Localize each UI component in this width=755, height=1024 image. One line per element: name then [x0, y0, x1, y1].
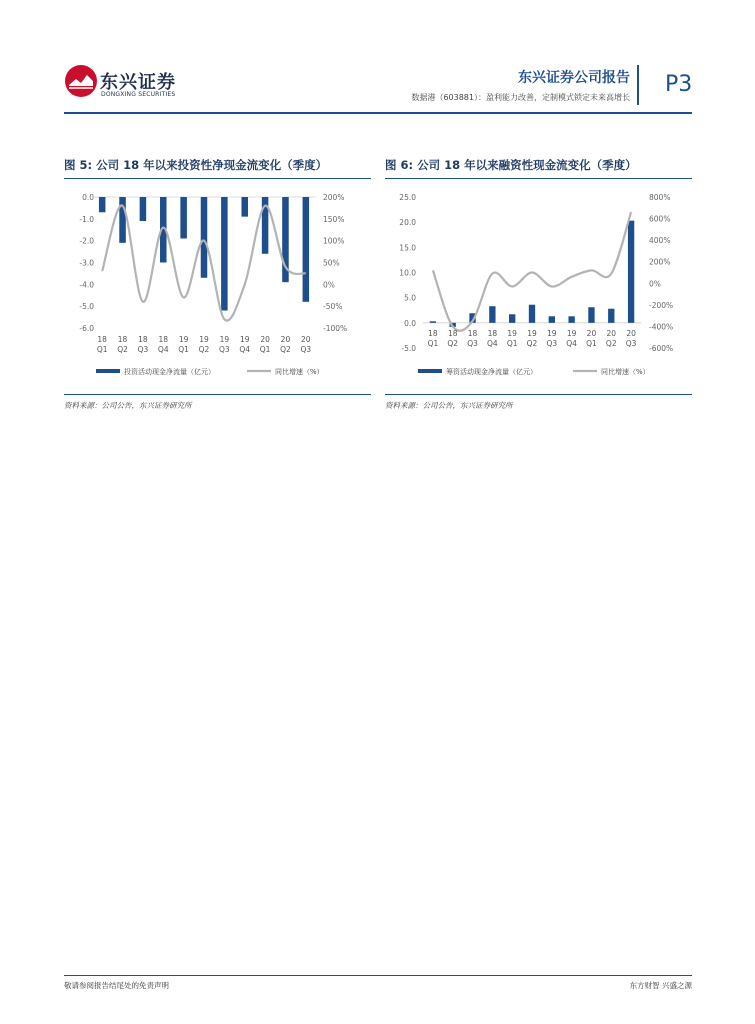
fig5-legend-line-label: 同比增速（%） — [275, 368, 324, 376]
fig6-x-tick-quarter: Q3 — [467, 339, 478, 348]
fig5-bar — [201, 197, 208, 278]
figure5-title-rule — [64, 178, 371, 179]
fig6-x-tick-year: 19 — [527, 329, 537, 338]
fig5-x-tick-quarter: Q1 — [96, 345, 108, 354]
fig6-x-tick-year: 18 — [487, 329, 498, 338]
fig5-x-tick-quarter: Q4 — [239, 345, 251, 354]
fig5-x-tick-year: 20 — [280, 335, 291, 344]
figure6-source: 资料来源：公司公告，东兴证券研究所 — [385, 401, 513, 410]
fig5-x-tick-quarter: Q4 — [157, 345, 169, 354]
fig5-x-tick-quarter: Q3 — [219, 345, 230, 354]
fig6-x-tick-quarter: Q4 — [487, 339, 498, 348]
fig5-bar — [221, 197, 228, 311]
fig5-bar — [180, 197, 187, 238]
figure6-title-rule — [385, 178, 692, 179]
fig6-y-right-tick: 0% — [649, 279, 661, 289]
fig5-y-left-tick: -3.0 — [79, 258, 94, 268]
figure5-title: 图 5: 公司 18 年以来投资性净现金流变化（季度） — [64, 158, 328, 172]
fig5-y-left-tick: -2.0 — [79, 236, 94, 246]
fig6-x-tick-year: 18 — [428, 329, 438, 338]
fig6-bar — [489, 306, 495, 323]
fig6-x-tick-year: 19 — [507, 329, 517, 338]
fig6-y-right-tick: 200% — [649, 257, 671, 267]
fig6-x-tick-quarter: Q2 — [605, 339, 617, 348]
figure6-title: 图 6: 公司 18 年以来融资性现金流变化（季度） — [385, 158, 637, 172]
logo-english: DONGXING SECURITIES — [101, 91, 176, 98]
fig5-y-right-tick: -50% — [323, 302, 343, 312]
fig5-x-tick-quarter: Q2 — [198, 345, 210, 354]
report-subtitle: 数据港（603881）：盈利能力改善，定制模式锁定未来高增长 — [411, 93, 630, 102]
fig5-x-tick-quarter: Q2 — [280, 345, 291, 354]
footer-slogan: 东方财智 兴盛之源 — [629, 981, 692, 990]
fig5-x-tick-year: 18 — [97, 335, 107, 344]
fig6-y-left-tick: 15.0 — [399, 243, 416, 253]
fig6-bar — [628, 221, 634, 323]
fig6-x-tick-quarter: Q4 — [566, 339, 577, 348]
fig5-y-left-tick: -1.0 — [79, 214, 94, 224]
fig6-y-left-tick: -5.0 — [401, 344, 416, 353]
fig6-y-left-tick: 0.0 — [404, 318, 416, 328]
fig6-x-tick-quarter: Q1 — [586, 339, 597, 348]
fig6-x-tick-year: 18 — [447, 329, 458, 338]
header-rule — [64, 112, 692, 114]
company-logo — [64, 64, 184, 104]
report-title: 东兴证券公司报告 — [518, 70, 630, 86]
fig5-x-tick-year: 19 — [239, 335, 250, 344]
fig5-bar — [241, 197, 248, 217]
fig6-legend-bar-swatch — [418, 369, 442, 373]
fig6-y-right-tick: 800% — [649, 193, 671, 202]
fig6-y-left-tick: 25.0 — [399, 193, 416, 202]
logo-mark-icon — [64, 64, 98, 98]
fig6-bar — [549, 316, 555, 323]
fig6-bar — [568, 316, 574, 323]
fig5-y-left-tick: 0.0 — [82, 193, 94, 202]
fig5-x-tick-quarter: Q1 — [259, 345, 271, 354]
figure5-chart — [64, 182, 371, 382]
fig6-x-tick-year: 19 — [547, 329, 557, 338]
fig5-x-tick-quarter: Q2 — [117, 345, 128, 354]
fig5-y-right-tick: 0% — [323, 280, 335, 290]
fig6-y-right-tick: -600% — [649, 344, 674, 353]
fig6-bar — [588, 307, 594, 323]
fig6-x-tick-quarter: Q2 — [447, 339, 459, 348]
fig6-x-tick-quarter: Q3 — [625, 339, 637, 348]
fig5-y-right-tick: 200% — [323, 193, 345, 202]
fig6-x-tick-year: 19 — [566, 329, 577, 338]
page-number: P3 — [665, 72, 693, 97]
fig5-x-tick-quarter: Q3 — [137, 345, 149, 354]
fig6-bar — [430, 321, 436, 323]
fig6-x-tick-quarter: Q1 — [506, 339, 518, 348]
footer-rule — [64, 975, 692, 976]
fig6-y-left-tick: 20.0 — [399, 218, 416, 228]
fig6-y-left-tick: 10.0 — [399, 268, 416, 278]
fig6-bar — [509, 314, 515, 323]
fig5-x-tick-year: 19 — [219, 335, 230, 344]
fig5-bar — [140, 197, 147, 221]
fig6-y-right-tick: -200% — [649, 300, 674, 310]
fig6-x-tick-quarter: Q2 — [526, 339, 538, 348]
figure5-source: 资料来源：公司公告，东兴证券研究所 — [64, 401, 192, 410]
fig6-x-tick-year: 20 — [586, 329, 597, 338]
fig6-x-tick-year: 20 — [626, 329, 636, 338]
fig5-y-left-tick: -6.0 — [79, 324, 94, 333]
fig6-bar — [529, 305, 535, 323]
fig5-x-tick-year: 18 — [158, 335, 169, 344]
figure5-source-rule — [64, 394, 371, 395]
header-divider — [637, 65, 639, 105]
fig5-x-tick-year: 18 — [117, 335, 128, 344]
fig5-x-tick-year: 20 — [301, 335, 311, 344]
fig5-y-right-tick: 100% — [323, 236, 345, 246]
fig5-x-tick-year: 18 — [138, 335, 148, 344]
fig5-x-tick-year: 19 — [178, 335, 189, 344]
footer-disclaimer: 敬请参阅报告结尾处的免责声明 — [64, 981, 169, 990]
fig6-x-tick-quarter: Q1 — [427, 339, 439, 348]
fig6-y-right-tick: -400% — [649, 322, 674, 332]
fig5-x-tick-quarter: Q1 — [178, 345, 189, 354]
fig5-x-tick-quarter: Q3 — [300, 345, 312, 354]
fig6-x-tick-year: 20 — [606, 329, 617, 338]
figure6-source-rule — [385, 394, 692, 395]
fig6-legend-bar-label: 筹资活动现金净流量（亿元） — [446, 368, 537, 376]
fig5-y-right-tick: 150% — [323, 214, 345, 224]
figure6-chart — [385, 182, 692, 382]
fig5-y-left-tick: -4.0 — [79, 280, 94, 290]
fig5-x-tick-year: 20 — [260, 335, 270, 344]
fig5-x-tick-year: 19 — [199, 335, 209, 344]
fig6-y-right-tick: 600% — [649, 214, 671, 224]
fig6-legend-line-label: 同比增速（%） — [601, 368, 650, 376]
fig6-bar — [608, 309, 614, 323]
fig5-legend-bar-swatch — [96, 369, 120, 373]
fig6-y-right-tick: 400% — [649, 236, 671, 246]
fig6-x-tick-year: 18 — [467, 329, 478, 338]
fig6-x-tick-quarter: Q3 — [546, 339, 558, 348]
fig5-legend-bar-label: 投资活动现金净流量（亿元） — [124, 368, 215, 376]
fig5-y-left-tick: -5.0 — [79, 302, 94, 312]
fig5-bar — [303, 197, 310, 302]
fig5-y-right-tick: -100% — [323, 324, 348, 333]
fig6-y-left-tick: 5.0 — [404, 293, 416, 303]
fig5-bar — [99, 197, 106, 212]
logo-name: 东兴证券 — [100, 72, 176, 93]
fig5-bar — [119, 197, 126, 243]
fig5-y-right-tick: 50% — [323, 258, 340, 268]
